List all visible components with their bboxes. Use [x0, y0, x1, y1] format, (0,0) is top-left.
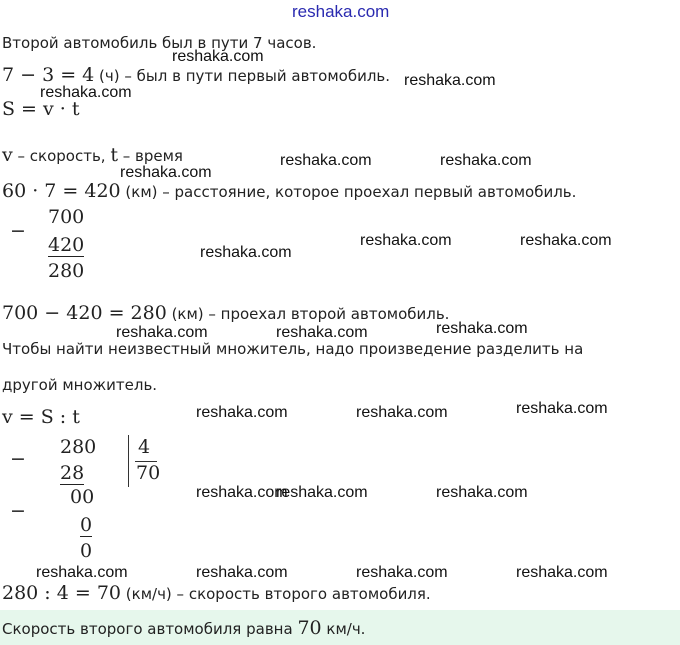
formula-distance: S = v · t — [2, 98, 80, 120]
text-line-6 — [2, 302, 449, 324]
var-v: v — [2, 144, 13, 166]
watermark: reshaka.com — [40, 84, 132, 101]
watermark: reshaka.com — [440, 152, 532, 169]
division-remainder-2: 0 — [80, 540, 93, 562]
watermark: reshaka.com — [436, 484, 528, 501]
watermark: reshaka.com — [520, 232, 612, 249]
formula-speed: v = S : t — [2, 406, 80, 428]
division-remainder-1: 00 — [70, 486, 95, 508]
watermark: reshaka.com — [120, 164, 212, 181]
subtraction-minus: − — [10, 220, 26, 242]
answer-unit: км/ч. — [321, 620, 366, 638]
equation-caption: (км) – расстояние, которое проехал первый автомобиль. — [120, 183, 577, 201]
equation-caption: (км/ч) – скорость второго автомобиля. — [121, 585, 431, 603]
text-line-8: другой множитель. — [2, 376, 158, 394]
watermark: reshaka.com — [196, 404, 288, 421]
text-line-4 — [2, 144, 183, 166]
division-divisor: 4 — [138, 436, 151, 458]
answer-value: 70 — [297, 617, 322, 639]
watermark: reshaka.com — [280, 152, 372, 169]
watermark: reshaka.com — [356, 404, 448, 421]
equation: 700 − 420 = 280 — [2, 302, 167, 324]
division-bracket-vertical — [128, 435, 129, 487]
watermark: reshaka.com — [116, 324, 208, 341]
answer-box — [0, 610, 680, 645]
watermark: reshaka.com — [196, 564, 288, 581]
text-line-7: Чтобы найти неизвестный множитель, надо произведение разделить на — [2, 340, 584, 358]
text-line-1: Второй автомобиль был в пути 7 часов. — [2, 34, 317, 52]
text-line-5 — [2, 180, 576, 202]
subtraction-minuend: 700 — [48, 206, 85, 228]
division-minus-2: − — [10, 500, 26, 522]
division-step-1: 28 — [60, 462, 85, 484]
text-fragment: – время — [117, 147, 183, 165]
watermark: reshaka.com — [276, 484, 368, 501]
watermark: reshaka.com — [360, 232, 452, 249]
text-line-10 — [2, 582, 431, 604]
watermark: reshaka.com — [196, 484, 288, 501]
division-dividend: 280 — [60, 436, 97, 458]
watermark: reshaka.com — [356, 564, 448, 581]
watermark: reshaka.com — [172, 48, 264, 65]
text-line-2 — [2, 64, 390, 86]
equation: 60 · 7 = 420 — [2, 180, 121, 202]
equation: 280 : 4 = 70 — [2, 582, 122, 604]
subtraction-result: 280 — [48, 260, 85, 282]
division-step-2: 0 — [80, 514, 93, 536]
text-fragment: – скорость, — [12, 147, 111, 165]
division-quotient: 70 — [136, 462, 161, 484]
watermark: reshaka.com — [516, 564, 608, 581]
var-t: t — [110, 144, 118, 166]
answer-text — [2, 617, 365, 639]
division-minus-1: − — [10, 448, 26, 470]
equation-caption: (км) – проехал второй автомобиль. — [166, 305, 450, 323]
watermark-top: reshaka.com — [292, 2, 390, 21]
answer-prefix: Скорость второго автомобиля равна — [2, 620, 298, 638]
watermark: reshaka.com — [36, 564, 128, 581]
watermark: reshaka.com — [516, 400, 608, 417]
subtraction-subtrahend: 420 — [48, 234, 85, 256]
equation: 7 − 3 = 4 — [2, 64, 95, 86]
watermark: reshaka.com — [436, 320, 528, 337]
watermark: reshaka.com — [404, 72, 496, 89]
watermark: reshaka.com — [276, 324, 368, 341]
watermark: reshaka.com — [200, 244, 292, 261]
equation-caption: (ч) – был в пути первый автомобиль. — [94, 67, 391, 85]
